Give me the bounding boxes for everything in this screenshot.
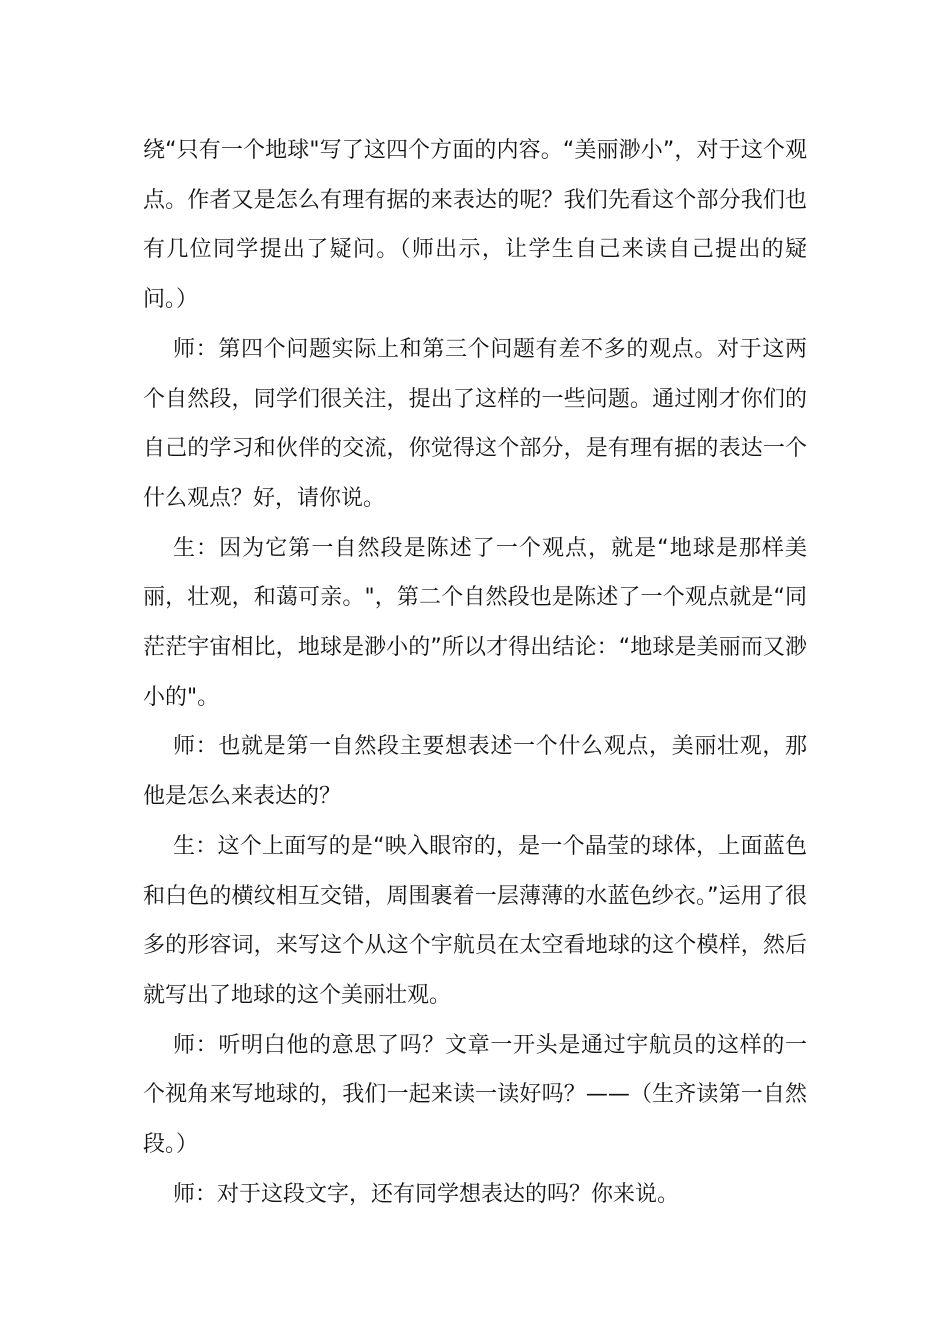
paragraph-student-1: 生：因为它第一自然段是陈述了一个观点，就是“地球是那样美丽，壮观，和蔼可亲。"，第二个自然段也是陈述了一个观点就是“同茫茫宇宙相比，地球是渺小的”所以才得出结论：“地球是美丽而又渺小的"。 (143, 535, 807, 710)
paragraph-teacher-3: 师：听明白他的意思了吗？文章一开头是通过宇航员的这样的一个视角来写地球的，我们一起来读一读好吗？——（生齐读第一自然段。） (143, 1032, 807, 1158)
paragraph-teacher-2: 师：也就是第一自然段主要想表述一个什么观点，美丽壮观，那他是怎么来表达的？ (143, 734, 807, 810)
paragraph-teacher-4: 师：对于这段文字，还有同学想表达的吗？你来说。 (173, 1181, 680, 1207)
paragraph-intro: 绕“只有一个地球"写了这四个方面的内容。“美丽渺小”，对于这个观点。作者又是怎么有理有据的来表达的呢？我们先看这个部分我们也有几位同学提出了疑问。（师出示，让学生自己来读自己提出的疑问。） (143, 138, 807, 313)
paragraph-teacher-1: 师：第四个问题实际上和第三个问题有差不多的观点。对于这两个自然段，同学们很关注，提出了这样的一些问题。通过刚才你们的自己的学习和伙伴的交流，你觉得这个部分，是有理有据的表达一个什么观点？好，请你说。 (143, 336, 807, 511)
document-body (143, 126, 807, 1219)
paragraph-student-2: 生：这个上面写的是“映入眼帘的，是一个晶莹的球体，上面蓝色和白色的横纹相互交错，周围裹着一层薄薄的水蓝色纱衣。”运用了很多的形容词，来写这个从这个宇航员在太空看地球的这个模样，然后就写出了地球的这个美丽壮观。 (143, 833, 807, 1008)
